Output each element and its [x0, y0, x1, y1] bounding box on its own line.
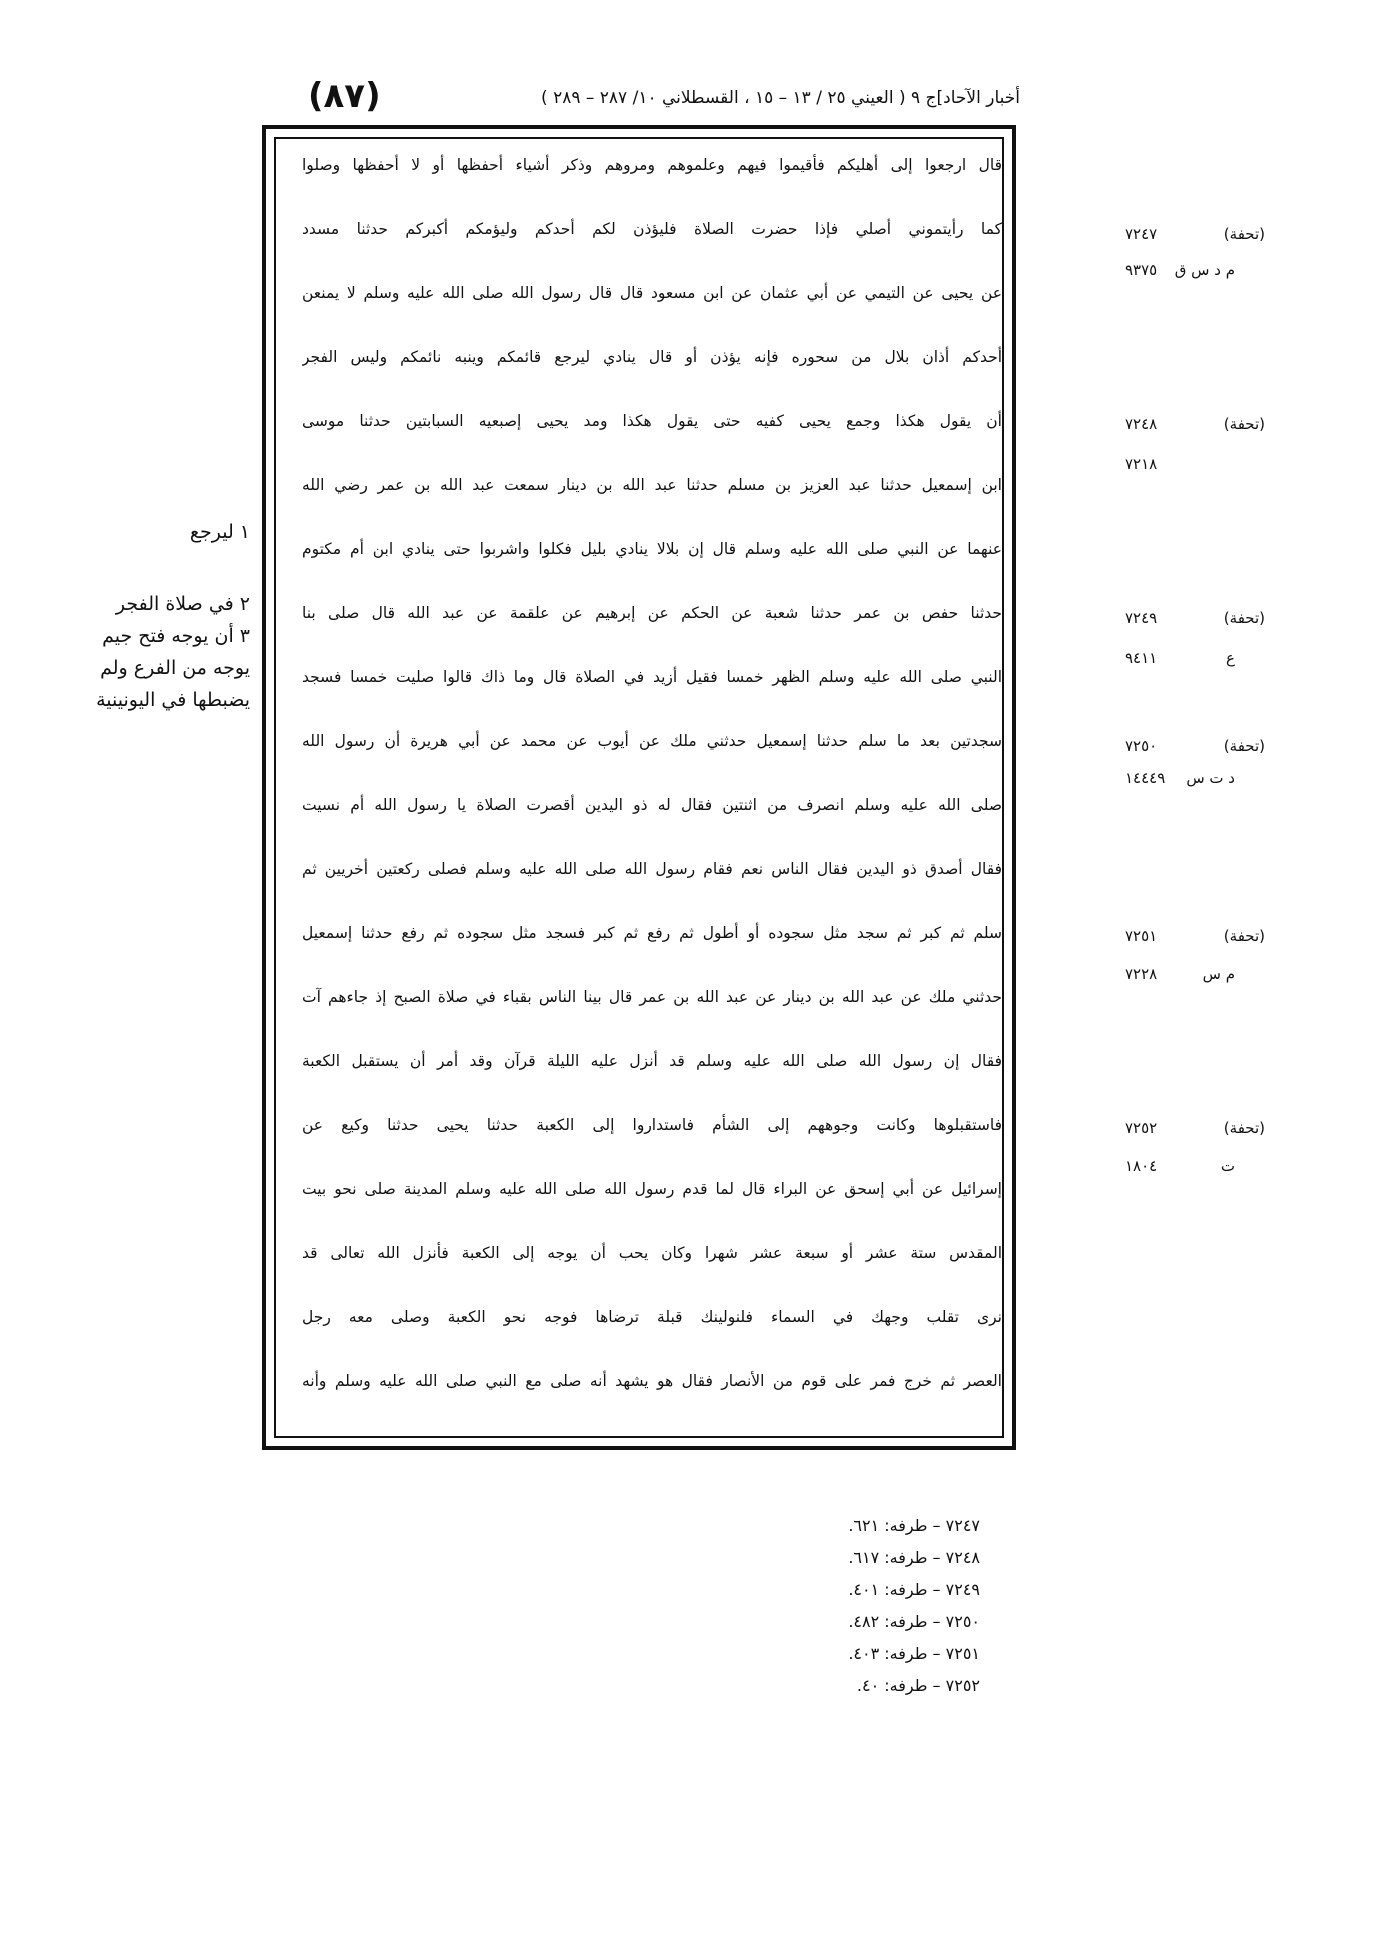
body-line: عنهما عن النبي صلى الله عليه وسلم قال إن بلالا ينادي بليل فكلوا واشربوا حتى ينادي ابن أم مكتوم [302, 540, 1002, 558]
footnotes [800, 1510, 980, 1702]
footnote: ٧٢٥١ – طرفه: ٤٠٣. [848, 1644, 980, 1663]
margin-note: ٢ في صلاة الفجر [115, 593, 250, 615]
margin-note: ١ ليرجع [189, 521, 250, 543]
tuhfa-number: ٧٢٤٧ [1125, 225, 1158, 243]
tuhfa-number: ٧٢٥٢ [1125, 1119, 1158, 1137]
tuhfa-index: ١٤٤٤٩ [1125, 769, 1166, 787]
margin-note: يوجه من الفرع ولم [100, 657, 250, 679]
tuhfa-ref-sub [1125, 260, 1265, 280]
body-line: النبي صلى الله عليه وسلم الظهر خمسا فقيل أزيد في الصلاة قال وما ذاك قالوا صليت خمسا فسجد [302, 668, 1002, 686]
tuhfa-collections: ع [1226, 649, 1235, 667]
footnote: ٧٢٤٩ – طرفه: ٤٠١. [848, 1580, 980, 1599]
footnote: ٧٢٥٢ – طرفه: ٤٠. [856, 1676, 980, 1695]
margin-notes [10, 480, 250, 716]
tuhfa-index: ٧٢١٨ [1125, 455, 1158, 473]
body-line: سجدتين بعد ما سلم حدثنا إسمعيل حدثني ملك عن أيوب عن محمد عن أبي هريرة أن رسول الله [302, 732, 1002, 750]
text-frame [262, 125, 1016, 1450]
tuhfa-label: (تحفة) [1223, 927, 1265, 945]
tuhfa-ref [1125, 414, 1265, 434]
body-line: قال ارجعوا إلى أهليكم فأقيموا فيهم وعلموهم ومروهم وذكر أشياء أحفظها أو لا أحفظها وصلوا [302, 156, 1002, 174]
tuhfa-ref-sub [1125, 454, 1265, 474]
tuhfa-ref [1125, 1118, 1265, 1138]
body-line: فقال إن رسول الله صلى الله عليه وسلم قد أنزل عليه الليلة قرآن وقد أمر أن يستقبل الكعبة [302, 1052, 1002, 1070]
tuhfa-ref [1125, 926, 1265, 946]
body-line: ابن إسمعيل حدثنا عبد العزيز بن مسلم حدثنا عبد الله بن دينار سمعت عبد الله بن عمر رضي الله [302, 476, 1002, 494]
tuhfa-label: (تحفة) [1223, 737, 1265, 755]
tuhfa-ref [1125, 736, 1265, 756]
tuhfa-number: ٧٢٥١ [1125, 927, 1158, 945]
body-line: نرى تقلب وجهك في السماء فلنولينك قبلة ترضاها فوجه نحو الكعبة وصلى معه رجل [302, 1308, 1002, 1326]
tuhfa-number: ٧٢٥٠ [1125, 737, 1158, 755]
body-line: أن يقول هكذا وجمع يحيى كفيه حتى يقول هكذا ومد يحيى إصبعيه السبابتين حدثنا موسى [302, 412, 1002, 430]
body-line: حدثنا حفص بن عمر حدثنا شعبة عن الحكم عن إبرهيم عن علقمة عن عبد الله قال صلى بنا [302, 604, 1002, 622]
tuhfa-collections: م س [1202, 965, 1235, 983]
tuhfa-index: ٧٢٢٨ [1125, 965, 1158, 983]
body-line: عن يحيى عن التيمي عن أبي عثمان عن ابن مسعود قال قال رسول الله صلى الله عليه وسلم لا يمنعن [302, 284, 1002, 302]
tuhfa-number: ٧٢٤٩ [1125, 609, 1158, 627]
footnote: ٧٢٤٨ – طرفه: ٦١٧. [848, 1548, 980, 1567]
tuhfa-label: (تحفة) [1223, 1119, 1265, 1137]
running-title: أخبار الآحاد]ج ٩ ( العيني ٢٥ / ١٣ – ١٥ ، القسطلاني ١٠/ ٢٨٧ – ٢٨٩ ) [541, 88, 1020, 108]
body-line: إسرائيل عن أبي إسحق عن البراء قال لما قدم رسول الله صلى الله عليه وسلم المدينة صلى نحو بيت [302, 1180, 1002, 1198]
tuhfa-ref-sub [1125, 768, 1265, 788]
tuhfa-index: ١٨٠٤ [1125, 1157, 1158, 1175]
body-line: فاستقبلوها وكانت وجوههم إلى الشأم فاستداروا إلى الكعبة حدثنا يحيى حدثنا وكيع عن [302, 1116, 1002, 1134]
tuhfa-label: (تحفة) [1223, 609, 1265, 627]
page-header [300, 76, 1020, 122]
body-line: فقال أصدق ذو اليدين فقال الناس نعم فقام رسول الله صلى الله عليه وسلم فصلى ركعتين أخريين ثم [302, 860, 1002, 878]
tuhfa-index: ٩٤١١ [1125, 649, 1158, 667]
tuhfa-collections: ت [1220, 1157, 1235, 1175]
tuhfa-ref [1125, 608, 1265, 628]
margin-note: يضبطها في اليونينية [96, 689, 250, 711]
body-line: صلى الله عليه وسلم انصرف من اثنتين فقال له ذو اليدين أقصرت الصلاة يا رسول الله أم نسيت [302, 796, 1002, 814]
tuhfa-index: ٩٣٧٥ [1125, 261, 1158, 279]
tuhfa-label: (تحفة) [1223, 225, 1265, 243]
tuhfa-ref [1125, 224, 1265, 244]
tuhfa-number: ٧٢٤٨ [1125, 415, 1158, 433]
tuhfa-ref-sub [1125, 964, 1265, 984]
body-line: أحدكم أذان بلال من سحوره فإنه يؤذن أو قال ينادي ليرجع قائمكم وينبه نائمكم وليس الفجر [302, 348, 1002, 366]
tuhfa-label: (تحفة) [1223, 415, 1265, 433]
body-line: سلم ثم كبر ثم سجد مثل سجوده أو أطول ثم رفع ثم كبر فسجد مثل سجوده ثم رفع حدثنا إسمعيل [302, 924, 1002, 942]
body-line: المقدس ستة عشر أو سبعة عشر شهرا وكان يحب أن يوجه إلى الكعبة فأنزل الله تعالى قد [302, 1244, 1002, 1262]
tuhfa-ref-sub [1125, 648, 1265, 668]
tuhfa-ref-sub [1125, 1156, 1265, 1176]
page-number: (٨٧) [308, 76, 381, 116]
footnote: ٧٢٤٧ – طرفه: ٦٢١. [848, 1516, 980, 1535]
body-line: العصر ثم خرج فمر على قوم من الأنصار فقال هو يشهد أنه صلى مع النبي صلى الله عليه وسلم وأنه [302, 1372, 1002, 1390]
body-line: كما رأيتموني أصلي فإذا حضرت الصلاة فليؤذن لكم أحدكم وليؤمكم أكبركم حدثنا مسدد [302, 220, 1002, 238]
margin-note: ٣ أن يوجه فتح جيم [102, 625, 250, 647]
tuhfa-collections: م د س ق [1174, 261, 1235, 279]
body-line: حدثني ملك عن عبد الله بن دينار عن عبد الله بن عمر قال بينا الناس بقباء في صلاة الصبح إذ جاءهم آت [302, 988, 1002, 1006]
tuhfa-collections: د ت س [1186, 769, 1235, 787]
footnote: ٧٢٥٠ – طرفه: ٤٨٢. [848, 1612, 980, 1631]
